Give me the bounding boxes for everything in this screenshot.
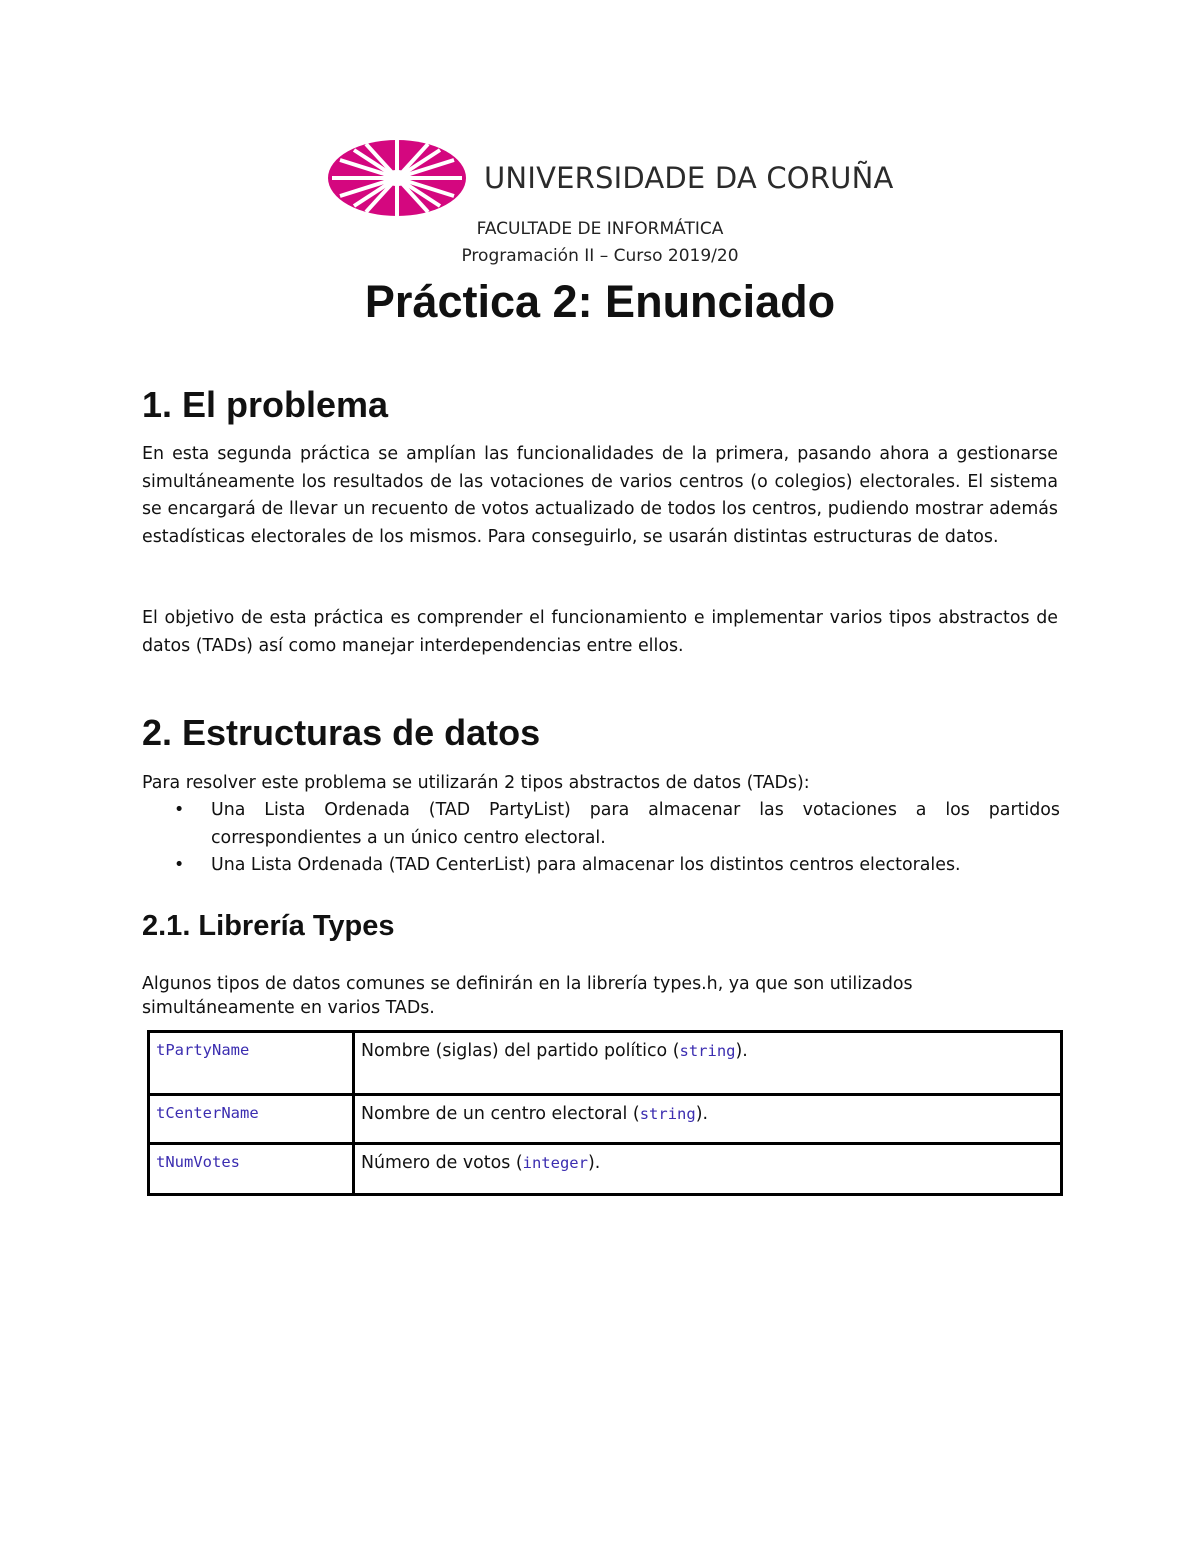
description-end: ).: [735, 1041, 748, 1061]
description-text: Nombre (siglas) del partido político (: [361, 1041, 680, 1061]
description-end: ).: [587, 1153, 601, 1173]
objective-paragraph: El objetivo de esta práctica es comprender el funcionamiento e implementar varios tipos abstractos de datos (TADs) así como manejar interdependencias entre ellos.: [142, 608, 1058, 656]
page-title: Práctica 2: Enunciado: [364, 276, 836, 327]
bullet-icon: •: [174, 855, 185, 875]
table-row: [149, 1032, 1062, 1095]
course-name: Programación II – Curso 2019/20: [461, 246, 739, 266]
type-keyword: integer: [522, 1154, 588, 1172]
list-item-text: Una Lista Ordenada (TAD CenterList) para almacenar los distintos centros electorales.: [211, 855, 961, 875]
description-text: Número de votos (: [361, 1153, 523, 1173]
types-intro: Algunos tipos de datos comunes se definirán en la librería types.h, ya que son utilizados simultáneamente en varios TADs.: [142, 974, 913, 1018]
description-end: ).: [695, 1104, 709, 1124]
table-row: [149, 1144, 1062, 1195]
tad-list: [142, 797, 1060, 880]
type-description-cell: [354, 1144, 1062, 1195]
subsection-heading-types: 2.1. Librería Types: [142, 910, 395, 942]
type-description-cell: [354, 1095, 1062, 1144]
description-text: Nombre de un centro electoral (: [361, 1104, 640, 1124]
type-name-cell: tNumVotes: [149, 1144, 354, 1195]
section-heading-data-structures: 2. Estructuras de datos: [142, 712, 541, 753]
university-logo: [326, 138, 894, 218]
faculty-name: FACULTADE DE INFORMÁTICA: [476, 219, 724, 239]
university-emblem-icon: [326, 138, 468, 218]
list-item: [142, 852, 1060, 880]
section-heading-problem: 1. El problema: [142, 384, 389, 425]
university-name: UNIVERSIDADE DA CORUÑA: [484, 161, 894, 195]
type-description-cell: [354, 1032, 1062, 1095]
types-table: [147, 1030, 1063, 1196]
table-row: [149, 1095, 1062, 1144]
type-name-cell: tPartyName: [149, 1032, 354, 1095]
list-item: [142, 797, 1060, 852]
data-structures-intro: Para resolver este problema se utilizarán 2 tipos abstractos de datos (TADs):: [142, 773, 810, 793]
list-item-text: Una Lista Ordenada (TAD PartyList) para almacenar las votaciones a los partidos correspondientes a un único centro electoral.: [211, 800, 1060, 848]
bullet-icon: •: [174, 800, 185, 820]
type-name-cell: tCenterName: [149, 1095, 354, 1144]
type-keyword: string: [639, 1105, 696, 1123]
problem-paragraph: En esta segunda práctica se amplían las funcionalidades de la primera, pasando ahora a gestionarse simultáneamente los resultados de las votaciones de varios centros (o colegios) electorales. El sistema se encargará de llevar un recuento de votos actualizado de todos los centros, pudiendo mostrar además estadísticas electorales de los mismos. Para conseguirlo, se usarán distintas estructuras de datos.: [142, 444, 1058, 547]
type-keyword: string: [679, 1042, 736, 1060]
